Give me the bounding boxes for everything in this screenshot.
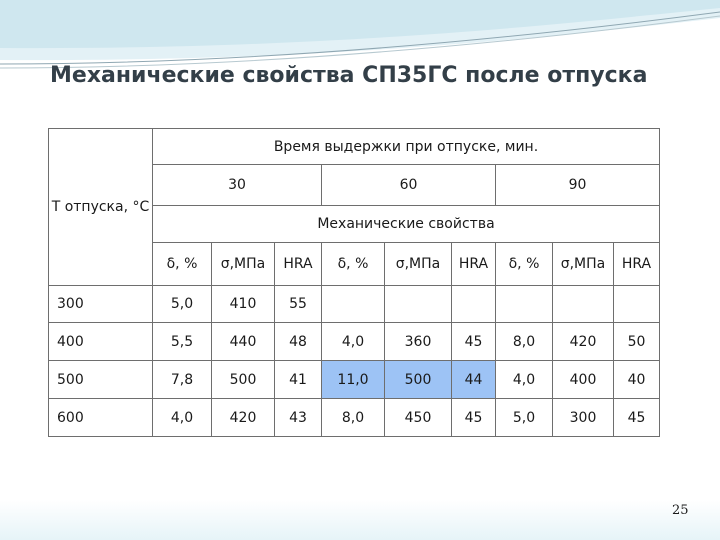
highlighted-cell: 11,0 [322, 361, 385, 399]
table-cell: 600 [49, 399, 153, 437]
table-cell: 400 [553, 361, 614, 399]
table-cell: 450 [385, 399, 452, 437]
sub-header-cell: HRA [275, 243, 322, 286]
sub-header-cell: δ, % [153, 243, 212, 286]
table-cell: 8,0 [322, 399, 385, 437]
table-cell: 50 [614, 323, 660, 361]
properties-header: Механические свойства [153, 206, 660, 243]
table-cell: 300 [49, 286, 153, 323]
table-cell [322, 286, 385, 323]
table-cell: 400 [49, 323, 153, 361]
header-row-time [49, 129, 660, 165]
table-cell: 500 [49, 361, 153, 399]
table-cell: 4,0 [153, 399, 212, 437]
table-cell: 45 [614, 399, 660, 437]
table-cell: 300 [553, 399, 614, 437]
table-cell [553, 286, 614, 323]
page-number: 25 [672, 503, 689, 518]
table-cell: 410 [212, 286, 275, 323]
table-cell [452, 286, 496, 323]
table-cell: 41 [275, 361, 322, 399]
table-cell: 40 [614, 361, 660, 399]
decorative-footer-band [0, 500, 720, 540]
table-cell: 48 [275, 323, 322, 361]
table-row [49, 399, 660, 437]
highlighted-cell: 44 [452, 361, 496, 399]
table-cell [385, 286, 452, 323]
table-cell: 45 [452, 399, 496, 437]
table-cell [496, 286, 553, 323]
sub-header-cell: δ, % [496, 243, 553, 286]
highlighted-cell: 500 [385, 361, 452, 399]
table-cell: 440 [212, 323, 275, 361]
sub-header-cell: σ,МПа [212, 243, 275, 286]
time-90: 90 [496, 165, 660, 206]
table-cell: 5,5 [153, 323, 212, 361]
table-cell: 45 [452, 323, 496, 361]
table-cell: 4,0 [322, 323, 385, 361]
table-cell: 500 [212, 361, 275, 399]
properties-table [48, 128, 660, 437]
table-cell: 43 [275, 399, 322, 437]
table-cell: 7,8 [153, 361, 212, 399]
table-cell: 360 [385, 323, 452, 361]
table-row [49, 286, 660, 323]
table-cell: 5,0 [496, 399, 553, 437]
temperature-header: Т отпуска, °С [51, 198, 150, 215]
time-header: Время выдержки при отпуске, мин. [153, 129, 660, 165]
table-cell: 4,0 [496, 361, 553, 399]
sub-header-cell: HRA [614, 243, 660, 286]
table-row [49, 323, 660, 361]
table-cell: 55 [275, 286, 322, 323]
time-30: 30 [153, 165, 322, 206]
table-cell: 420 [553, 323, 614, 361]
temperature-header-cell [49, 129, 153, 286]
table-cell: 420 [212, 399, 275, 437]
table-row [49, 361, 660, 399]
table-cell: 5,0 [153, 286, 212, 323]
sub-header-cell: δ, % [322, 243, 385, 286]
decorative-header-band [0, 0, 720, 70]
sub-header-cell: HRA [452, 243, 496, 286]
table-cell: 8,0 [496, 323, 553, 361]
time-60: 60 [322, 165, 496, 206]
sub-header-cell: σ,МПа [553, 243, 614, 286]
table-cell [614, 286, 660, 323]
page-title: Механические свойства СП35ГС после отпуска [50, 63, 648, 88]
sub-header-cell: σ,МПа [385, 243, 452, 286]
